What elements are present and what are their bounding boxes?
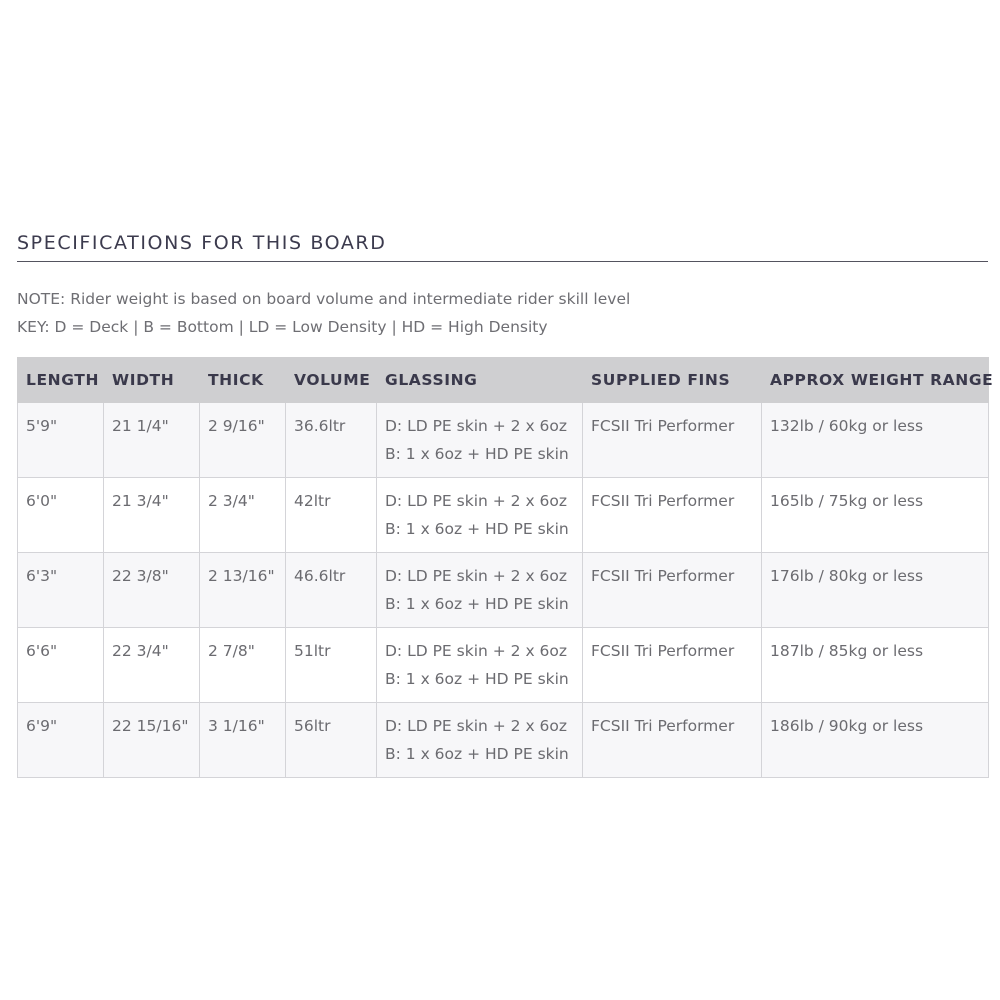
cell-volume: 56ltr	[286, 703, 377, 778]
glassing-bottom: B: 1 x 6oz + HD PE skin	[385, 670, 569, 688]
cell-width: 21 3/4"	[104, 478, 200, 553]
cell-width: 22 3/8"	[104, 553, 200, 628]
table-row	[18, 703, 989, 778]
cell-glassing	[377, 478, 583, 553]
glassing-deck: D: LD PE skin + 2 x 6oz	[385, 717, 568, 735]
cell-width: 21 1/4"	[104, 403, 200, 478]
cell-length: 6'6"	[18, 628, 104, 703]
glassing-deck: D: LD PE skin + 2 x 6oz	[385, 567, 568, 585]
specifications-section	[17, 230, 994, 778]
glassing-bottom: B: 1 x 6oz + HD PE skin	[385, 445, 569, 463]
cell-fins: FCSII Tri Performer	[583, 403, 762, 478]
column-header-glassing: GLASSING	[377, 358, 583, 403]
cell-fins: FCSII Tri Performer	[583, 478, 762, 553]
specifications-table	[17, 357, 994, 778]
cell-length: 6'0"	[18, 478, 104, 553]
column-header-supplied-fins: SUPPLIED FINS	[583, 358, 762, 403]
cell-glassing	[377, 703, 583, 778]
glassing-deck: D: LD PE skin + 2 x 6oz	[385, 492, 568, 510]
column-header-weight-range: APPROX WEIGHT RANGE	[762, 358, 989, 403]
glassing-bottom: B: 1 x 6oz + HD PE skin	[385, 595, 569, 613]
notes-block	[17, 285, 988, 341]
rider-weight-note: NOTE: Rider weight is based on board volume and intermediate rider skill level	[17, 290, 631, 308]
cell-glassing	[377, 553, 583, 628]
cell-volume: 42ltr	[286, 478, 377, 553]
cell-weight: 165lb / 75kg or less	[762, 478, 989, 553]
table-row	[18, 628, 989, 703]
cell-weight: 187lb / 85kg or less	[762, 628, 989, 703]
cell-fins: FCSII Tri Performer	[583, 703, 762, 778]
column-header-length: LENGTH	[18, 358, 104, 403]
cell-length: 5'9"	[18, 403, 104, 478]
cell-thick: 2 9/16"	[200, 403, 286, 478]
cell-glassing	[377, 403, 583, 478]
column-header-thick: THICK	[200, 358, 286, 403]
cell-thick: 3 1/16"	[200, 703, 286, 778]
cell-fins: FCSII Tri Performer	[583, 628, 762, 703]
glassing-bottom: B: 1 x 6oz + HD PE skin	[385, 745, 569, 763]
cell-width: 22 3/4"	[104, 628, 200, 703]
table-row	[18, 478, 989, 553]
cell-fins: FCSII Tri Performer	[583, 553, 762, 628]
column-header-volume: VOLUME	[286, 358, 377, 403]
cell-weight: 186lb / 90kg or less	[762, 703, 989, 778]
cell-thick: 2 3/4"	[200, 478, 286, 553]
cell-thick: 2 13/16"	[200, 553, 286, 628]
cell-thick: 2 7/8"	[200, 628, 286, 703]
cell-length: 6'3"	[18, 553, 104, 628]
cell-volume: 51ltr	[286, 628, 377, 703]
glassing-deck: D: LD PE skin + 2 x 6oz	[385, 642, 568, 660]
column-header-width: WIDTH	[104, 358, 200, 403]
glassing-deck: D: LD PE skin + 2 x 6oz	[385, 417, 568, 435]
cell-volume: 46.6ltr	[286, 553, 377, 628]
cell-width: 22 15/16"	[104, 703, 200, 778]
cell-weight: 176lb / 80kg or less	[762, 553, 989, 628]
table-header-row	[18, 358, 989, 403]
cell-weight: 132lb / 60kg or less	[762, 403, 989, 478]
table-row	[18, 403, 989, 478]
cell-glassing	[377, 628, 583, 703]
glassing-bottom: B: 1 x 6oz + HD PE skin	[385, 520, 569, 538]
abbreviation-key: KEY: D = Deck | B = Bottom | LD = Low Density | HD = High Density	[17, 318, 548, 336]
section-title: SPECIFICATIONS FOR THIS BOARD	[17, 230, 988, 262]
cell-length: 6'9"	[18, 703, 104, 778]
cell-volume: 36.6ltr	[286, 403, 377, 478]
table-row	[18, 553, 989, 628]
